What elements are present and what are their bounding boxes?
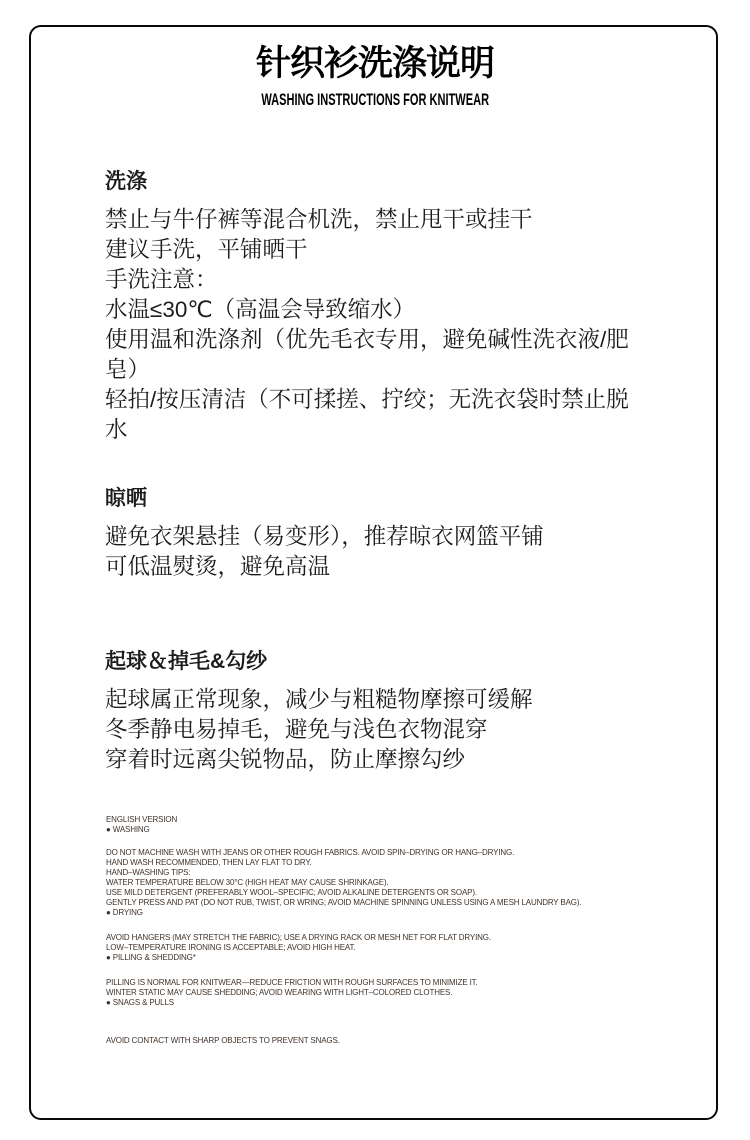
english-line: AVOID HANGERS (MAY STRETCH THE FABRIC); USE A DRYING RACK OR MESH NET FOR FLAT DRYING. [106, 933, 491, 942]
english-line: PILLING IS NORMAL FOR KNITWEAR—REDUCE FRICTION WITH ROUGH SURFACES TO MINIMIZE IT. [106, 978, 478, 987]
drying-line: 可低温熨烫，避免高温 [105, 554, 331, 579]
english-line: ● DRYING [106, 908, 143, 917]
english-group-header [106, 815, 706, 835]
washing-line: 水温≤30℃（高温会导致缩水） [105, 297, 416, 322]
washing-line: 建议手洗，平铺晒干 [105, 237, 308, 262]
english-line: LOW–TEMPERATURE IRONING IS ACCEPTABLE; AVOID HIGH HEAT. [106, 943, 356, 952]
pilling-line: 起球属正常现象，减少与粗糙物摩擦可缓解 [105, 687, 533, 712]
english-line: ● WASHING [106, 825, 150, 834]
english-group-washing [106, 848, 706, 918]
english-line: ● PILLING & SHEDDING* [106, 953, 196, 962]
washing-line: 轻拍/按压清洁（不可揉搓、拧绞；无洗衣袋时禁止脱水 [105, 387, 629, 442]
section-pilling-shedding-snags [105, 648, 650, 775]
page-subtitle-wrap [0, 90, 750, 111]
washing-line: 禁止与牛仔裤等混合机洗，禁止甩干或挂干 [105, 207, 533, 232]
english-line: GENTLY PRESS AND PAT (DO NOT RUB, TWIST, OR WRING; AVOID MACHINE SPINNING UNLESS USING A MESH LAUNDRY BAG). [106, 898, 582, 907]
english-version-section [106, 815, 706, 1046]
english-line: HAND–WASHING TIPS: [106, 868, 191, 877]
page-subtitle: WASHING INSTRUCTIONS FOR KNITWEAR [261, 90, 489, 109]
pilling-line: 冬季静电易掉毛，避免与浅色衣物混穿 [105, 717, 488, 742]
english-line: WATER TEMPERATURE BELOW 30°C (HIGH HEAT MAY CAUSE SHRINKAGE). [106, 878, 389, 887]
section-pilling-heading: 起球＆掉毛&勾纱 [105, 650, 268, 673]
section-washing [105, 168, 650, 445]
english-line: ENGLISH VERSION [106, 815, 178, 824]
page-title: 针织衫洗涤说明 [255, 44, 494, 83]
section-washing-heading: 洗涤 [105, 170, 147, 193]
english-line: USE MILD DETERGENT (PREFERABLY WOOL–SPECIFIC; AVOID ALKALINE DETERGENTS OR SOAP). [106, 888, 477, 897]
drying-line: 避免衣架悬挂（易变形），推荐晾衣网篮平铺 [105, 524, 544, 549]
section-drying-heading: 晾晒 [105, 487, 147, 510]
washing-line: 手洗注意： [105, 267, 218, 292]
washing-line: 使用温和洗涤剂（优先毛衣专用，避免碱性洗衣液/肥皂） [105, 327, 629, 382]
english-line: HAND WASH RECOMMENDED, THEN LAY FLAT TO DRY. [106, 858, 312, 867]
english-group-drying [106, 933, 706, 963]
english-line: DO NOT MACHINE WASH WITH JEANS OR OTHER ROUGH FABRICS. AVOID SPIN–DRYING OR HANG–DRYING. [106, 848, 515, 857]
pilling-line: 穿着时远离尖锐物品，防止摩擦勾纱 [105, 747, 466, 772]
english-line: WINTER STATIC MAY CAUSE SHEDDING; AVOID WEARING WITH LIGHT–COLORED CLOTHES. [106, 988, 453, 997]
english-group-pilling [106, 978, 706, 1008]
english-line: ● SNAGS & PULLS [106, 998, 174, 1007]
english-line: AVOID CONTACT WITH SHARP OBJECTS TO PREVENT SNAGS. [106, 1036, 340, 1045]
english-group-snags [106, 1036, 706, 1046]
section-drying [105, 485, 650, 582]
